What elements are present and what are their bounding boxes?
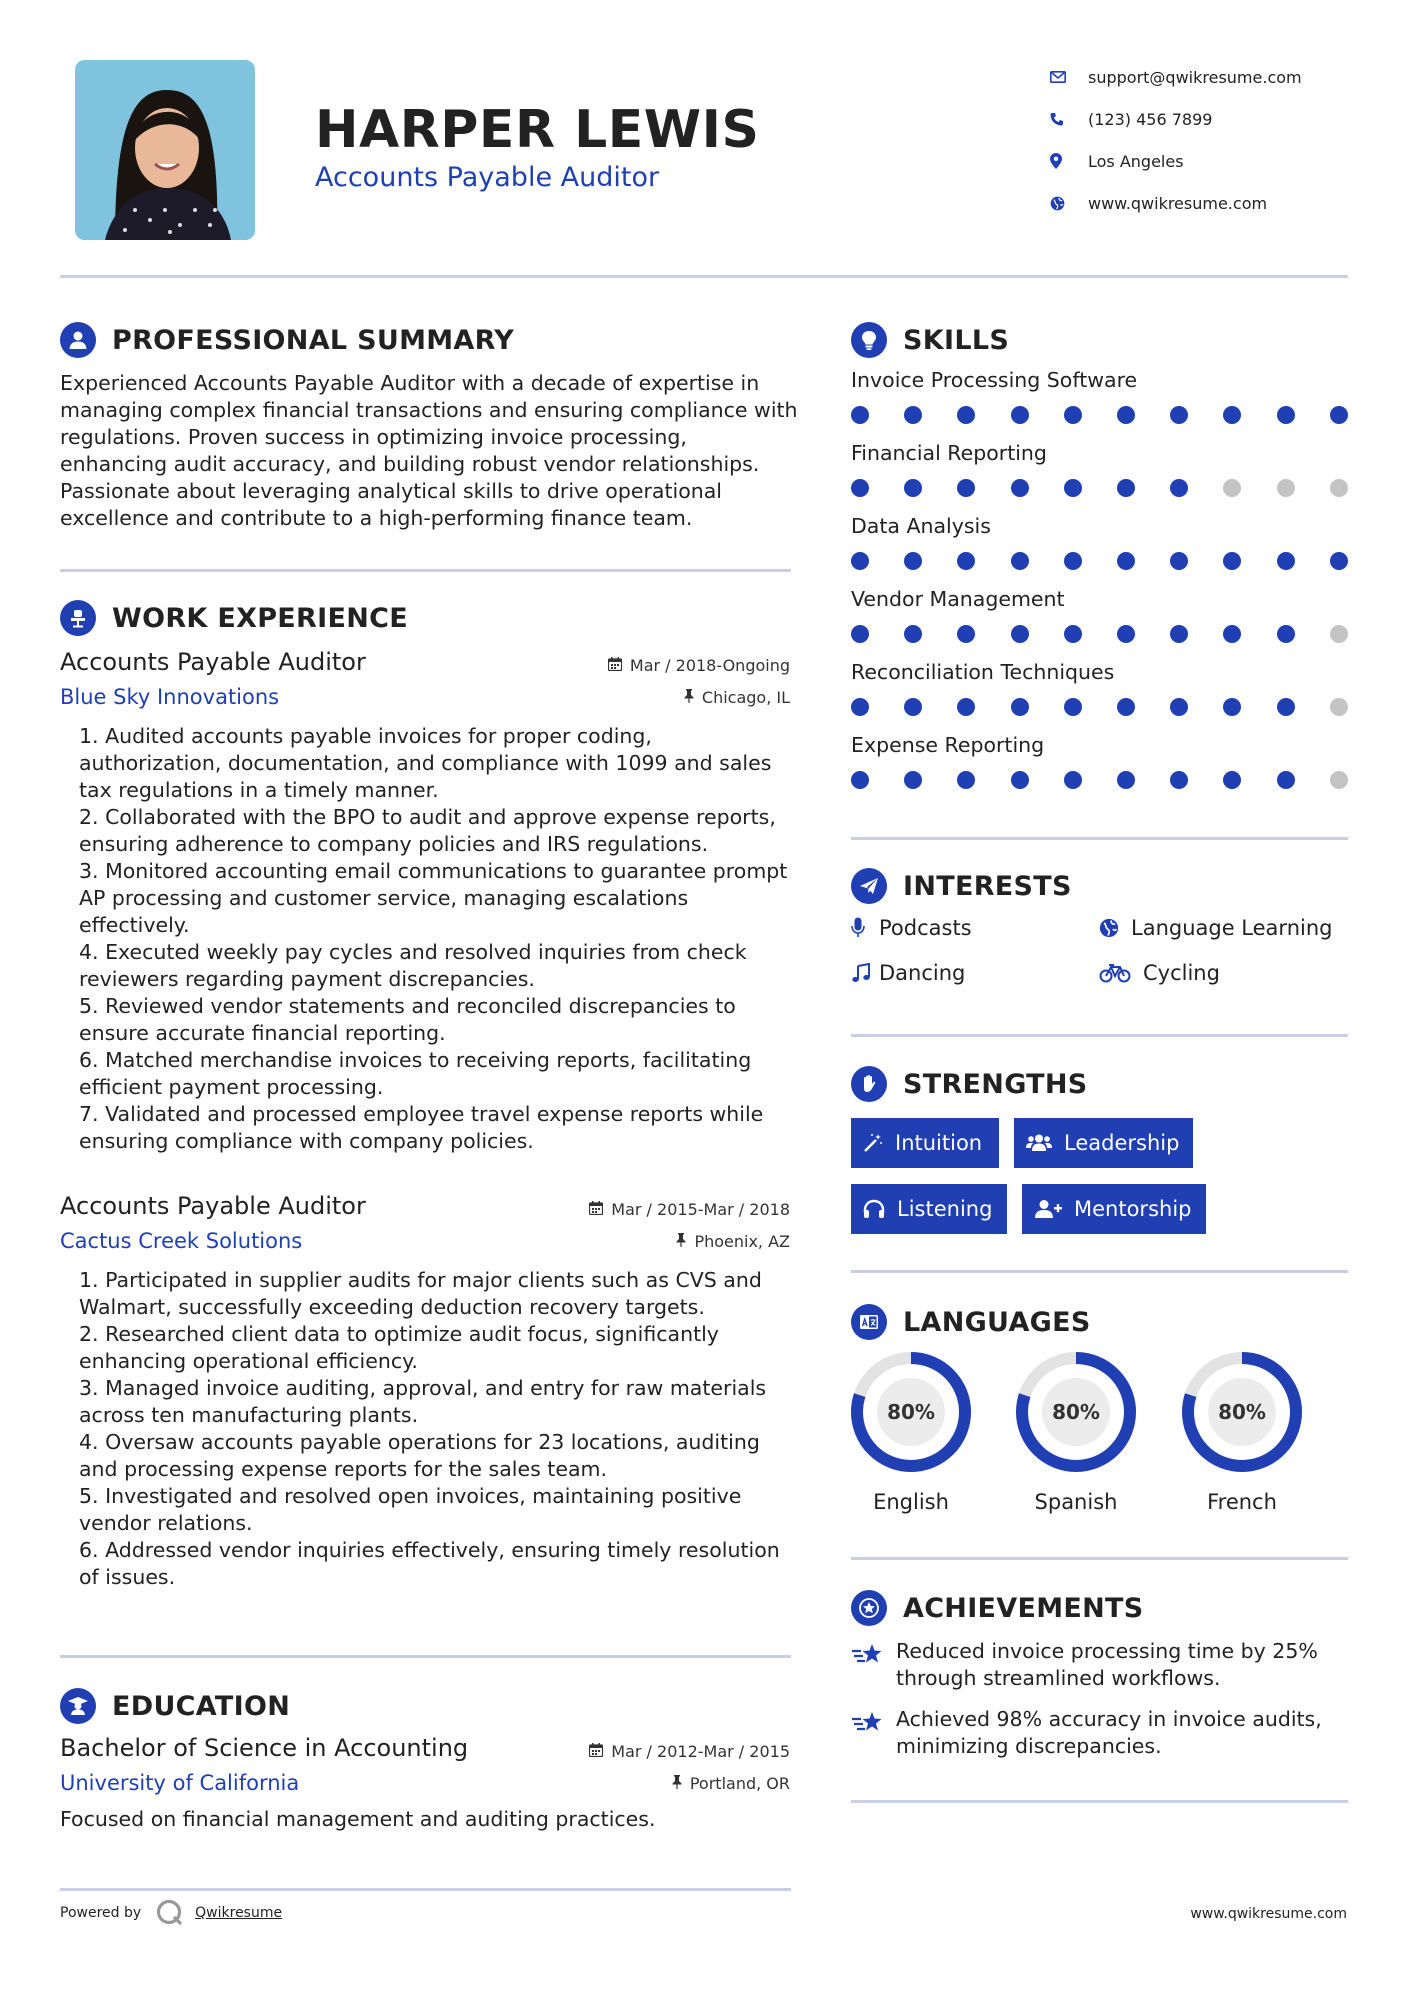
interests-heading: INTERESTS (851, 868, 1072, 904)
language-item: 80% French (1177, 1350, 1307, 1514)
headphones-icon (863, 1199, 885, 1219)
education-dates: Mar / 2012-Mar / 2015 (589, 1742, 790, 1761)
user-plus-icon (1034, 1199, 1062, 1219)
header-divider (60, 275, 1348, 278)
summary-text: Experienced Accounts Payable Auditor with a decade of expertise in managing complex financial transactions and ensuring compliance with regulations. Proven success in optimizing invoice processing, enhancing audit accuracy, and building robust vendor relationships. Passionate about leveraging analytical skills to drive operational excellence and contribute to a high-performing finance team. (60, 371, 798, 530)
rating-dot-filled (1223, 625, 1241, 643)
rating-dot-filled (1117, 698, 1135, 716)
rating-dot-filled (1064, 771, 1082, 789)
rating-dot-filled (904, 406, 922, 424)
language-proficiency-ring (1014, 1350, 1138, 1474)
rating-dot-filled (1117, 479, 1135, 497)
profile-photo (75, 60, 255, 240)
language-proficiency-ring (1180, 1350, 1304, 1474)
experience-heading: WORK EXPERIENCE (60, 600, 408, 636)
skills-divider (851, 837, 1348, 840)
job-entry (60, 1192, 790, 1591)
achievements-heading: ACHIEVEMENTS (851, 1590, 1144, 1626)
list-item: 7. Validated and processed employee travel expense reports while ensuring compliance with company policies. (79, 1102, 764, 1153)
language-proficiency-ring (849, 1350, 973, 1474)
rating-dot-filled (1170, 406, 1188, 424)
rating-dot-filled (1277, 406, 1295, 424)
raised-hand-icon (851, 1066, 887, 1102)
job-dates: Mar / 2015-Mar / 2018 (589, 1200, 790, 1219)
svg-text:80%: 80% (1052, 1400, 1100, 1424)
skill-item: Expense Reporting (851, 733, 1351, 793)
bicycle-icon (1099, 963, 1143, 983)
list-item: 4. Oversaw accounts payable operations for 23 locations, auditing and processing expense reports for the sales team. (79, 1430, 760, 1481)
candidate-title: Accounts Payable Auditor (315, 162, 660, 193)
footer-divider (60, 1888, 791, 1891)
job-company: Blue Sky Innovations (60, 685, 280, 709)
language-item: 80% Spanish (1011, 1350, 1141, 1514)
list-item: 1. Participated in supplier audits for major clients such as CVS and Walmart, successfully exceeding deduction recovery targets. (79, 1268, 762, 1319)
rating-dot-filled (1223, 406, 1241, 424)
contact-list (1050, 56, 1302, 224)
svg-text:80%: 80% (887, 1400, 935, 1424)
rating-dot-filled (1064, 479, 1082, 497)
rating-dot-filled (1277, 625, 1295, 643)
rating-dot-filled (1117, 406, 1135, 424)
users-icon (1026, 1133, 1052, 1153)
achievement-item: Reduced invoice processing time by 25% through streamlined workflows. (851, 1638, 1351, 1692)
job-title: Accounts Payable Auditor (60, 1192, 366, 1220)
rating-dot-filled (1117, 625, 1135, 643)
rating-dot-filled (851, 406, 869, 424)
interest-item: Dancing (851, 961, 965, 985)
rating-dot-filled (1330, 406, 1348, 424)
strength-badge-intuition: Intuition (851, 1118, 999, 1168)
job-company: Cactus Creek Solutions (60, 1229, 303, 1253)
envelope-icon (1050, 71, 1088, 83)
rating-dot-filled (904, 479, 922, 497)
job-entry (60, 648, 790, 1155)
rating-dot-filled (851, 552, 869, 570)
skills-heading: SKILLS (851, 322, 1009, 358)
phone-icon (1050, 112, 1088, 126)
contact-location: Los Angeles (1050, 140, 1302, 182)
interest-item: Cycling (1099, 961, 1220, 985)
list-item: 6. Addressed vendor inquiries effectively, ensuring timely resolution of issues. (79, 1538, 780, 1589)
rating-dot-filled (1277, 771, 1295, 789)
rating-dot-filled (1117, 771, 1135, 789)
rating-dot-filled (1170, 698, 1188, 716)
rating-dot-empty (1277, 479, 1295, 497)
interest-item: Language Learning (1099, 916, 1332, 940)
summary-heading: PROFESSIONAL SUMMARY (60, 322, 514, 358)
footer-website-link[interactable]: www.qwikresume.com (1190, 1906, 1347, 1922)
languages-heading: LANGUAGES (851, 1304, 1091, 1340)
rating-dot-filled (1011, 406, 1029, 424)
rating-dot-filled (957, 479, 975, 497)
skill-rating (851, 475, 1351, 501)
rating-dot-filled (851, 698, 869, 716)
rating-dot-empty (1330, 698, 1348, 716)
rating-dot-filled (904, 771, 922, 789)
lightbulb-icon (851, 322, 887, 358)
skill-rating (851, 402, 1351, 428)
rating-dot-filled (1330, 552, 1348, 570)
candidate-name: HARPER LEWIS (315, 100, 760, 160)
star-badge-icon (851, 1590, 887, 1626)
rating-dot-filled (1011, 479, 1029, 497)
strength-badge-listening: Listening (851, 1184, 1007, 1234)
rating-dot-filled (1277, 698, 1295, 716)
list-item: 3. Managed invoice auditing, approval, and entry for raw materials across ten manufacturing plants. (79, 1376, 767, 1427)
job-responsibilities (60, 723, 790, 1155)
music-note-icon (851, 963, 879, 983)
rating-dot-empty (1330, 479, 1348, 497)
rating-dot-filled (851, 625, 869, 643)
languages-divider (851, 1557, 1348, 1560)
rating-dot-filled (1170, 552, 1188, 570)
translate-icon (851, 1304, 887, 1340)
skill-rating (851, 548, 1351, 574)
list-item: 2. Researched client data to optimize audit focus, significantly enhancing operational efficiency. (79, 1322, 719, 1373)
podium-icon (60, 600, 96, 636)
rating-dot-filled (904, 625, 922, 643)
rating-dot-filled (904, 698, 922, 716)
rating-dot-filled (1117, 552, 1135, 570)
user-icon (60, 322, 96, 358)
rating-dot-filled (957, 552, 975, 570)
skill-item: Invoice Processing Software (851, 368, 1351, 428)
skill-rating (851, 767, 1351, 793)
rating-dot-filled (957, 406, 975, 424)
rating-dot-filled (1011, 698, 1029, 716)
interests-divider (851, 1034, 1348, 1037)
achievement-item: Achieved 98% accuracy in invoice audits, minimizing discrepancies. (851, 1706, 1351, 1760)
education-heading: EDUCATION (60, 1688, 290, 1724)
contact-email[interactable]: support@qwikresume.com (1050, 56, 1302, 98)
rating-dot-filled (1170, 479, 1188, 497)
rating-dot-filled (1223, 552, 1241, 570)
calendar-icon (589, 1200, 603, 1219)
rating-dot-filled (1223, 771, 1241, 789)
skill-item: Vendor Management (851, 587, 1351, 647)
svg-text:80%: 80% (1218, 1400, 1266, 1424)
map-pin-icon (1050, 153, 1088, 169)
education-entry (60, 1734, 790, 1831)
job-responsibilities (60, 1267, 790, 1591)
degree: Bachelor of Science in Accounting (60, 1734, 469, 1762)
rating-dot-empty (1330, 625, 1348, 643)
list-item: 1. Audited accounts payable invoices for proper coding, authorization, documentation, and compliance with 1099 and sales tax regulations in a timely manner. (79, 724, 772, 802)
education-description: Focused on financial management and auditing practices. (60, 1807, 656, 1831)
strength-badge-leadership: Leadership (1014, 1118, 1193, 1168)
school: University of California (60, 1771, 300, 1795)
paper-plane-icon (851, 868, 887, 904)
skill-item: Financial Reporting (851, 441, 1351, 501)
pushpin-icon (676, 1232, 686, 1251)
skill-item: Reconciliation Techniques (851, 660, 1351, 720)
experience-divider (60, 1655, 791, 1658)
graduate-icon (60, 1688, 96, 1724)
rating-dot-filled (957, 771, 975, 789)
language-item: 80% English (846, 1350, 976, 1514)
skill-item: Data Analysis (851, 514, 1351, 574)
shooting-star-icon (851, 1638, 896, 1692)
interest-item: Podcasts (851, 916, 972, 940)
education-location: Portland, OR (672, 1774, 790, 1793)
globe-icon (1099, 918, 1127, 938)
qwikresume-logo-icon (155, 1898, 185, 1928)
job-dates: Mar / 2018-Ongoing (608, 656, 790, 675)
list-item: 2. Collaborated with the BPO to audit and approve expense reports, ensuring adherence to company policies and IRS regulations. (79, 805, 776, 856)
list-item: 6. Matched merchandise invoices to receiving reports, facilitating efficient payment processing. (79, 1048, 752, 1099)
calendar-icon (589, 1742, 603, 1761)
rating-dot-filled (957, 698, 975, 716)
rating-dot-filled (1064, 406, 1082, 424)
globe-icon (1050, 196, 1088, 211)
skill-rating (851, 694, 1351, 720)
rating-dot-filled (851, 771, 869, 789)
microphone-icon (851, 917, 879, 939)
list-item: 4. Executed weekly pay cycles and resolved inquiries from check reviewers regarding payment discrepancies. (79, 940, 747, 991)
summary-divider (60, 569, 791, 572)
list-item: 3. Monitored accounting email communications to guarantee prompt AP processing and customer service, managing escalations effectively. (79, 859, 788, 937)
calendar-icon (608, 656, 622, 675)
rating-dot-filled (1011, 625, 1029, 643)
footer-powered-by: Powered by Qwikresume (60, 1898, 282, 1928)
job-location: Phoenix, AZ (676, 1232, 790, 1251)
skill-rating (851, 621, 1351, 647)
job-title: Accounts Payable Auditor (60, 648, 366, 676)
contact-phone[interactable]: (123) 456 7899 (1050, 98, 1302, 140)
pushpin-icon (684, 688, 694, 707)
achievements-divider (851, 1800, 1348, 1803)
rating-dot-filled (1011, 552, 1029, 570)
rating-dot-filled (1223, 698, 1241, 716)
rating-dot-filled (1170, 771, 1188, 789)
rating-dot-filled (957, 625, 975, 643)
qwikresume-link[interactable]: Qwikresume (195, 1905, 283, 1921)
rating-dot-empty (1223, 479, 1241, 497)
magic-wand-icon (863, 1133, 883, 1153)
rating-dot-filled (1064, 625, 1082, 643)
list-item: 5. Reviewed vendor statements and reconciled discrepancies to ensure accurate financial reporting. (79, 994, 736, 1045)
rating-dot-filled (1277, 552, 1295, 570)
rating-dot-empty (1330, 771, 1348, 789)
strengths-heading: STRENGTHS (851, 1066, 1088, 1102)
strengths-divider (851, 1270, 1348, 1273)
rating-dot-filled (1011, 771, 1029, 789)
rating-dot-filled (1170, 625, 1188, 643)
rating-dot-filled (1064, 698, 1082, 716)
list-item: 5. Investigated and resolved open invoices, maintaining positive vendor relations. (79, 1484, 742, 1535)
rating-dot-filled (904, 552, 922, 570)
pushpin-icon (672, 1774, 682, 1793)
strength-badge-mentorship: Mentorship (1022, 1184, 1206, 1234)
job-location: Chicago, IL (684, 688, 790, 707)
rating-dot-filled (851, 479, 869, 497)
shooting-star-icon (851, 1706, 896, 1760)
rating-dot-filled (1064, 552, 1082, 570)
contact-website[interactable]: www.qwikresume.com (1050, 182, 1302, 224)
